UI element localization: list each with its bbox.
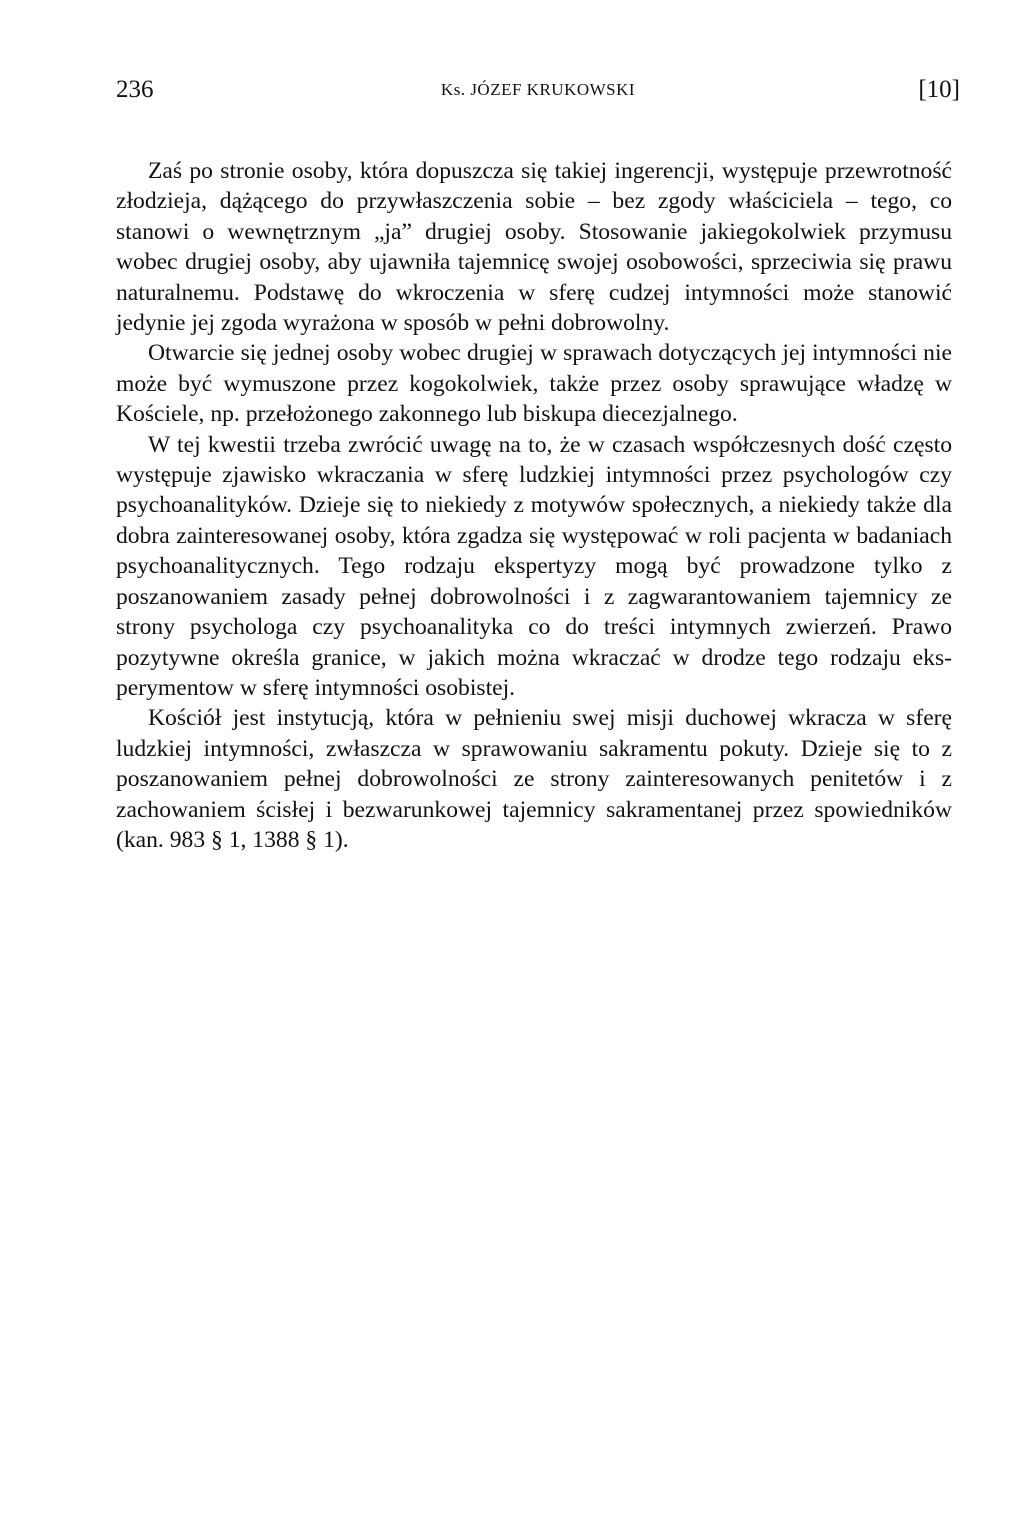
page-number: 236 <box>116 76 154 103</box>
running-head <box>116 74 960 106</box>
paragraph-3: W tej kwestii trzeba zwrócić uwagę na to, że w czasach współczesnych dość często występuje zjawisko wkraczania w sferę ludzkiej intymności przez psychologów czy psychoanalityków. Dzieje się to niekiedy z motywów społecznych, a niekiedy także dla dobra zainteresowanej osoby, która zgadza się występować w roli pacjenta w badaniach psychoanalitycznych. Tego rodzaju ekspertyzy mogą być prowadzone tylko z poszanowaniem zasady pełnej dobrowolności i z zagwarantowaniem tajemnicy ze strony psychologa czy psychoanalityka co do treści intymnych zwierzeń. Prawo pozytywne określa granice, w jakich można wkraczać w drodze tego rodzaju eksperymentow w sferę intymności osobistej. <box>116 431 952 701</box>
paragraph-4: Kościół jest instytucją, która w pełnieniu swej misji duchowej wkracza w sferę ludzkiej intymności, zwłaszcza w sprawowaniu sakramentu pokuty. Dzieje się to z poszanowaniem pełnej dobrowolności ze strony zainteresowanych penitetów i z zachowaniem ścisłej i bezwarunkowej tajemnicy sakramentanej przez spowiedników (kan. 983 § 1, 1388 § 1). <box>116 705 952 853</box>
body-text <box>116 156 952 855</box>
running-title-author: Ks. JÓZEF KRUKOWSKI <box>440 80 636 99</box>
section-number: [10] <box>918 76 960 103</box>
paragraph-2: Otwarcie się jednej osoby wobec drugiej w sprawach dotyczących jej intymności nie może być wymuszone przez kogokolwiek, także przez osoby sprawujące władzę w Kościele, np. przełożonego zakonnego lub biskupa diecezjalnego. <box>116 340 952 428</box>
paragraph-1: Zaś po stronie osoby, która dopuszcza się takiej ingerencji, występuje przewrotność złodzieja, dążącego do przywłaszczenia sobie – bez zgody właściciela – tego, co stanowi o wewnętrznym „ja” drugiej osoby. Stosowanie jakiegokolwiek przymusu wobec drugiej osoby, aby ujawniła tajemnicę swojej osobowości, sprzeciwia się prawu naturalnemu. Podstawę do wkroczenia w sferę cudzej intymności może stanowić jedynie jej zgoda wyrażona w sposób w pełni dobrowolny. <box>116 158 952 337</box>
